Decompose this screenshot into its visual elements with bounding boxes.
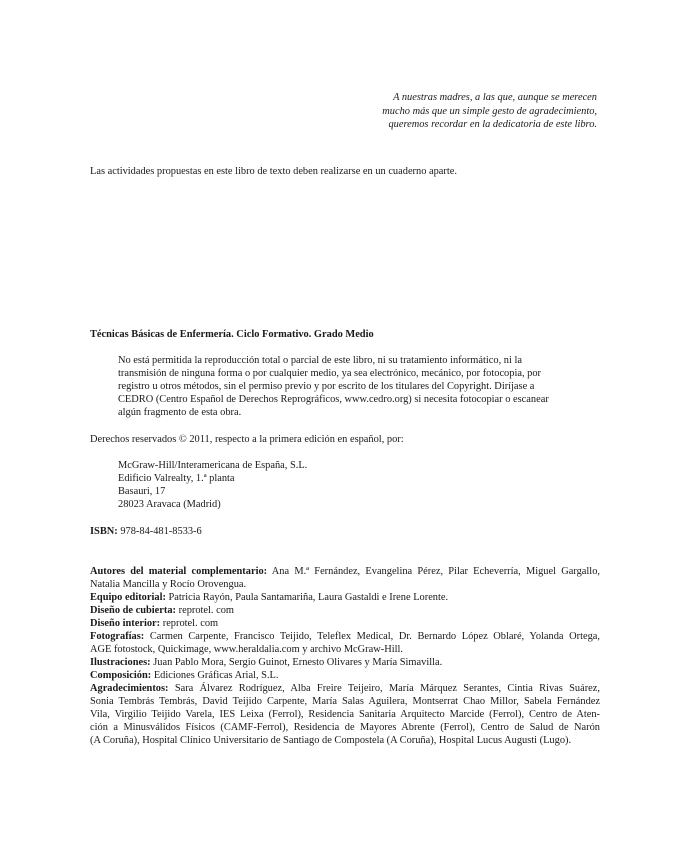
credits-illustrations xyxy=(90,656,600,669)
credits-authors xyxy=(90,565,600,578)
rights-reserved: Derechos reservados © 2011, respecto a la primera edición en español, por: xyxy=(90,434,404,445)
thanks-value-cont: Vila, Virgilio Teijido Varela, IES Leixa (Ferrol), Residencia Sanitaria Arquitecto Marcide (Ferrol), Centro de Aten- xyxy=(90,709,600,720)
copyright-line: registro u otros métodos, sin el permiso previo y por escrito de los titulares del Copyright. Diríjase a xyxy=(118,381,535,392)
thanks-label: Agradecimientos: xyxy=(90,683,169,694)
dedication-line: A nuestras madres, a las que, aunque se merecen xyxy=(393,92,597,103)
copyright-line: algún fragmento de esta obra. xyxy=(118,407,242,418)
credits-editorial xyxy=(90,591,600,604)
illustrations-value: Juan Pablo Mora, Sergio Guinot, Ernesto Olivares y María Simavilla. xyxy=(153,657,443,668)
book-title: Técnicas Básicas de Enfermería. Ciclo Formativo. Grado Medio xyxy=(90,329,374,340)
interior-label: Diseño interior: xyxy=(90,618,161,629)
photos-value-cont: AGE fotostock, Quickimage, www.heraldalia.com y archivo McGraw-Hill. xyxy=(90,644,403,655)
publisher-name: McGraw-Hill/Interamericana de España, S.L. xyxy=(118,460,308,471)
credits-thanks xyxy=(90,682,600,695)
cover-label: Diseño de cubierta: xyxy=(90,605,177,616)
dedication-line: mucho más que un simple gesto de agradecimiento, xyxy=(382,105,597,117)
dedication-line: queremos recordar en la dedicatoria de este libro. xyxy=(388,119,597,130)
editorial-label: Equipo editorial: xyxy=(90,592,166,603)
publisher-address xyxy=(118,459,307,511)
copyright-line: transmisión de ninguna forma o por cualquier medio, ya sea electrónico, mecánico, por fotocopia, por xyxy=(118,368,541,379)
thanks-value-cont: Sonia Tembrás Tembrás, David Teijido Carpente, María Salas Aguilera, Montserrat Chao Millor, Sabela Fernández xyxy=(90,696,600,707)
credits-interior xyxy=(90,617,600,630)
publisher-city: 28023 Aravaca (Madrid) xyxy=(118,499,221,510)
cover-value: reprotel. com xyxy=(178,605,235,616)
thanks-value-cont: ción a Minusválidos Físicos (CAMF-Ferrol), Residencia de Mayores Abrente (Ferrol), Centro de Salud de Narón xyxy=(90,722,600,733)
authors-label: Autores del material complementario: xyxy=(90,566,268,577)
composition-value: Ediciones Gráficas Arial, S.L. xyxy=(153,670,279,681)
authors-value: Ana M.ª Fernández, Evangelina Pérez, Pilar Echeverría, Miguel Gargallo, xyxy=(271,566,600,577)
credits-photos xyxy=(90,630,600,643)
isbn xyxy=(90,525,202,538)
photos-value: Carmen Carpente, Francisco Teijido, Teleflex Medical, Dr. Bernardo López Oblaré, Yolanda Ortega, xyxy=(149,631,600,642)
thanks-value: Sara Álvarez Rodríguez, Alba Freire Teijeiro, María Márquez Serantes, Cintia Rivas Suárez, xyxy=(174,683,600,694)
illustrations-label: Ilustraciones: xyxy=(90,657,151,668)
authors-value-cont: Natalia Mancilla y Rocío Orovengua. xyxy=(90,579,247,590)
copyright-line: No está permitida la reproducción total o parcial de este libro, ni su tratamiento informático, ni la xyxy=(118,355,522,366)
dedication xyxy=(277,91,597,132)
credits-cover xyxy=(90,604,600,617)
thanks-value-cont: (A Coruña), Hospital Clínico Universitario de Santiago de Compostela (A Coruña), Hospital Lucus Augusti (Lugo). xyxy=(90,735,572,746)
composition-label: Composición: xyxy=(90,670,152,681)
interior-value: reprotel. com xyxy=(162,618,219,629)
publisher-street: Basauri, 17 xyxy=(118,486,166,497)
publisher-building: Edificio Valrealty, 1.ª planta xyxy=(118,473,235,484)
isbn-label: ISBN: xyxy=(90,526,118,537)
activities-note: Las actividades propuestas en este libro de texto deben realizarse en un cuaderno aparte. xyxy=(90,166,457,177)
copyright-line: CEDRO (Centro Español de Derechos Reprográficos, www.cedro.org) si necesita fotocopiar o escanear xyxy=(118,394,549,405)
editorial-value: Patricia Rayón, Paula Santamariña, Laura Gastaldi e Irene Lorente. xyxy=(168,592,449,603)
photos-label: Fotografías: xyxy=(90,631,145,642)
credits xyxy=(90,565,600,747)
credits-composition xyxy=(90,669,600,682)
copyright-notice xyxy=(118,354,602,419)
isbn-value: 978-84-481-8533-6 xyxy=(120,526,202,537)
